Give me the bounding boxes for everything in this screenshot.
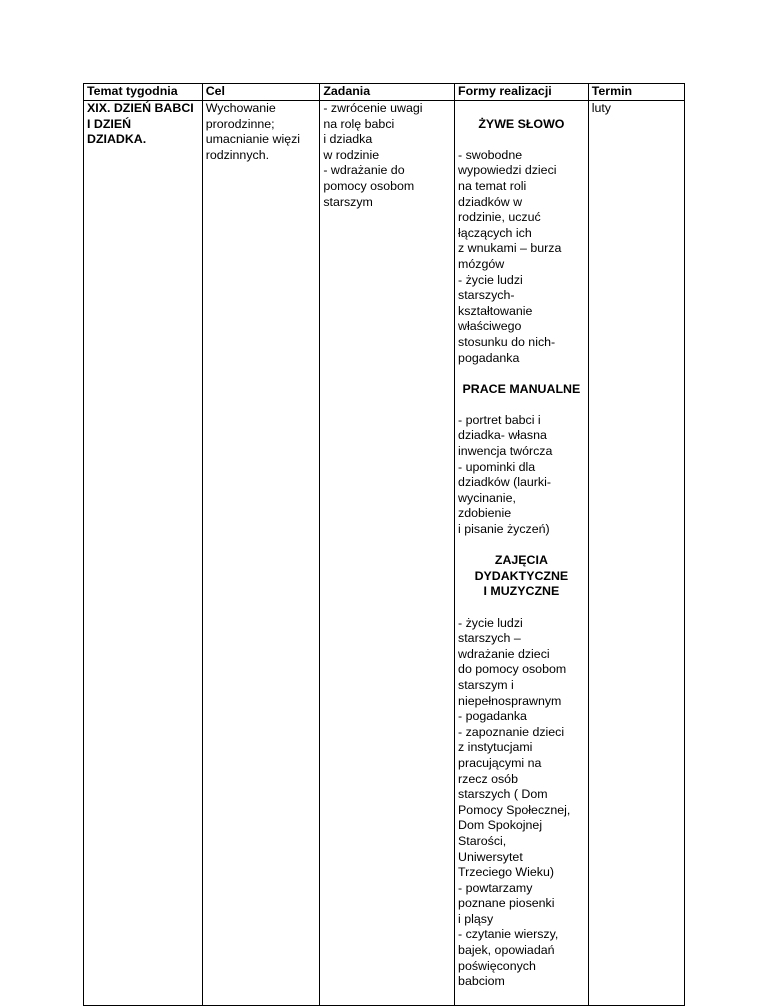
- cell-zadania: - zwrócenie uwagi na rolę babci i dziadka w rodzinie - wdrażanie do pomocy osobom starszym: [320, 101, 455, 1006]
- formy-text-prace-manualne: - portret babci i dziadka- własna inwencja twórcza - upominki dla dziadków (laurki- wycinanie, zdobienie i pisanie życzeń): [458, 412, 553, 537]
- cell-temat: XIX. DZIEŃ BABCI I DZIEŃ DZIADKA.: [84, 101, 203, 1006]
- table-row: [84, 101, 685, 1006]
- cell-cel: Wychowanie prorodzinne; umacnianie więzi rodzinnych.: [202, 101, 320, 1006]
- header-formy-realizacji: Formy realizacji: [455, 84, 589, 101]
- header-temat-tygodnia: Temat tygodnia: [84, 84, 203, 101]
- header-termin: Termin: [588, 84, 684, 101]
- lesson-plan-table: [83, 83, 685, 1006]
- cell-termin: luty: [588, 101, 684, 1006]
- formy-text-zajecia: - życie ludzi starszych – wdrażanie dzieci do pomocy osobom starszym i niepełnosprawnym - pogadanka - zapoznanie dzieci z instytucjami pracującymi na rzecz osób starszych ( Dom Pomocy Społecznej, Dom Spokojnej Starości, Uniwersytet Trzeciego Wieku) - powtarzamy poznane piosenki i pląsy - czytanie wierszy, bajek, opowiadań poświęconych babciom: [458, 615, 571, 989]
- header-zadania: Zadania: [320, 84, 455, 101]
- header-cel: Cel: [202, 84, 320, 101]
- formy-text-zywe-slowo: - swobodne wypowiedzi dzieci na temat roli dziadków w rodzinie, uczuć łączących ich z wnukami – burza mózgów - życie ludzi starszych- kształtowanie właściwego stosunku do nich- pogadanka: [458, 147, 562, 365]
- formy-heading-prace-manualne: PRACE MANUALNE: [462, 381, 581, 396]
- cell-formy-realizacji: [455, 101, 589, 1006]
- formy-heading-zajecia: ZAJĘCIA DYDAKTYCZNE I MUZYCZNE: [474, 553, 569, 599]
- table-header-row: [84, 84, 685, 101]
- formy-heading-zywe-slowo: ŻYWE SŁOWO: [478, 116, 565, 131]
